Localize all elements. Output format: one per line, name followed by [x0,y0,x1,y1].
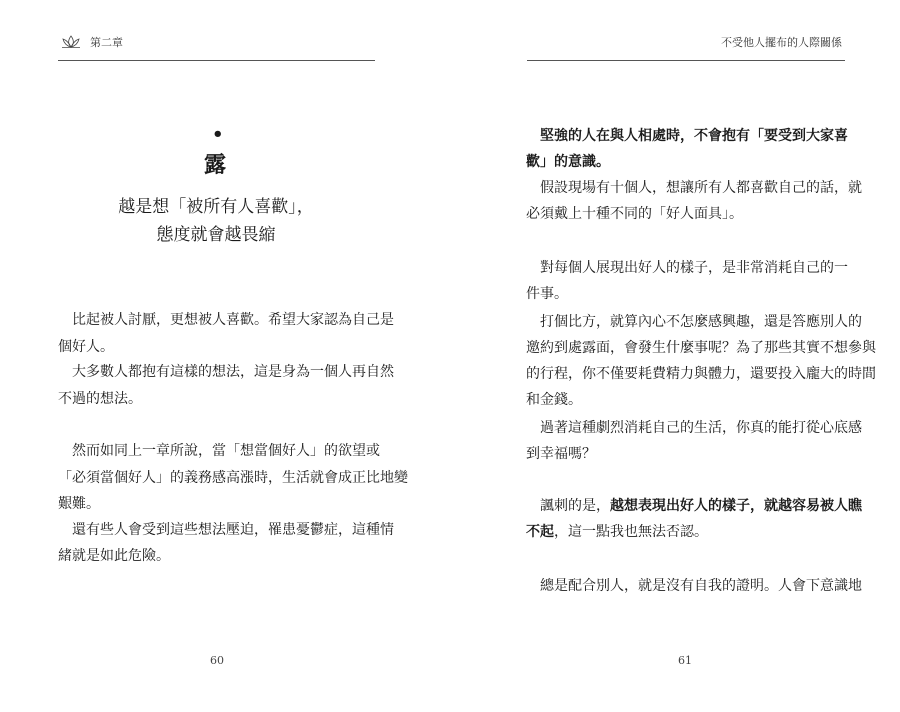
body-text-line [526,496,862,516]
section-title: 露 [204,152,227,178]
body-text-line [526,338,876,358]
body-text-line [526,126,848,146]
emphasis-text: 不起 [526,524,554,540]
body-text-line [526,418,862,438]
subtitle-line: 態度就會越畏縮 [156,225,276,245]
body-text-line: 然而如同上一章所說，當「想當個好人」的欲望或 [58,443,380,459]
right-running-header: 不受他人擺布的人際關係 [721,36,842,49]
body-text-line [526,204,743,224]
left-running-header [60,34,123,50]
chapter-label: 第二章 [90,36,123,49]
body-text: 的行程，你不僅要耗費精力與體力，還要投入龐大的時間 [526,366,876,382]
body-text-line [526,312,862,332]
body-text-line [526,178,862,198]
body-text-line: 比起被人討厭，更想被人喜歡。希望大家認為自己是 [58,312,394,328]
body-text-line: 「必須當個好人」的義務感高漲時，生活就會成正比地變 [58,470,408,486]
body-text: 打個比方，就算內心不怎麼感興趣，還是答應別人的 [526,314,862,330]
body-text: ，這一點我也無法否認。 [554,524,708,540]
body-text-line [526,152,610,172]
body-text-line: 還有些人會受到這些想法壓迫，罹患憂鬱症，這種情 [58,522,394,538]
body-text-line [526,284,568,304]
page-number: 60 [210,654,224,667]
body-text: 和金錢。 [526,392,582,408]
body-text-line: 不過的想法。 [58,391,142,407]
body-text: 諷刺的是， [526,498,610,514]
lotus-icon [60,35,82,49]
body-text: 假設現場有十個人，想讓所有人都喜歡自己的話，就 [526,180,862,196]
body-text: 必須戴上十種不同的「好人面具」。 [526,206,743,222]
right-header-rule [527,60,845,61]
body-text-line [526,390,582,410]
body-text: 過著這種劇烈消耗自己的生活，你真的能打從心底感 [526,420,862,436]
body-text: 到幸福嗎？ [526,446,596,462]
body-text: 總是配合別人，就是沒有自我的證明。人會下意識地 [526,578,862,594]
body-text-line [526,258,848,278]
body-text-line [526,364,876,384]
body-text: 對每個人展現出好人的樣子，是非常消耗自己的一 [526,260,848,276]
section-mark: • [212,124,224,145]
body-text-line: 個好人。 [58,339,114,355]
emphasis-text: 歡」的意識。 [526,154,610,170]
page-number: 61 [678,654,692,667]
subtitle-line: 越是想「被所有人喜歡」， [118,197,314,217]
left-header-rule [58,60,375,61]
body-text: 邀約到處露面，會發生什麼事呢？為了那些其實不想參與 [526,340,876,356]
body-text-line [526,444,596,464]
body-text-line [526,522,708,542]
emphasis-text: 越想表現出好人的樣子，就越容易被人瞧 [610,498,862,514]
emphasis-text: 堅強的人在與人相處時，不會抱有「要受到大家喜 [526,128,848,144]
right-page [450,0,900,712]
body-text-line: 緒就是如此危險。 [58,548,170,564]
body-text: 件事。 [526,286,568,302]
body-text-line: 大多數人都抱有這樣的想法，這是身為一個人再自然 [58,364,394,380]
body-text-line: 艱難。 [58,496,100,512]
body-text-line [526,576,862,596]
